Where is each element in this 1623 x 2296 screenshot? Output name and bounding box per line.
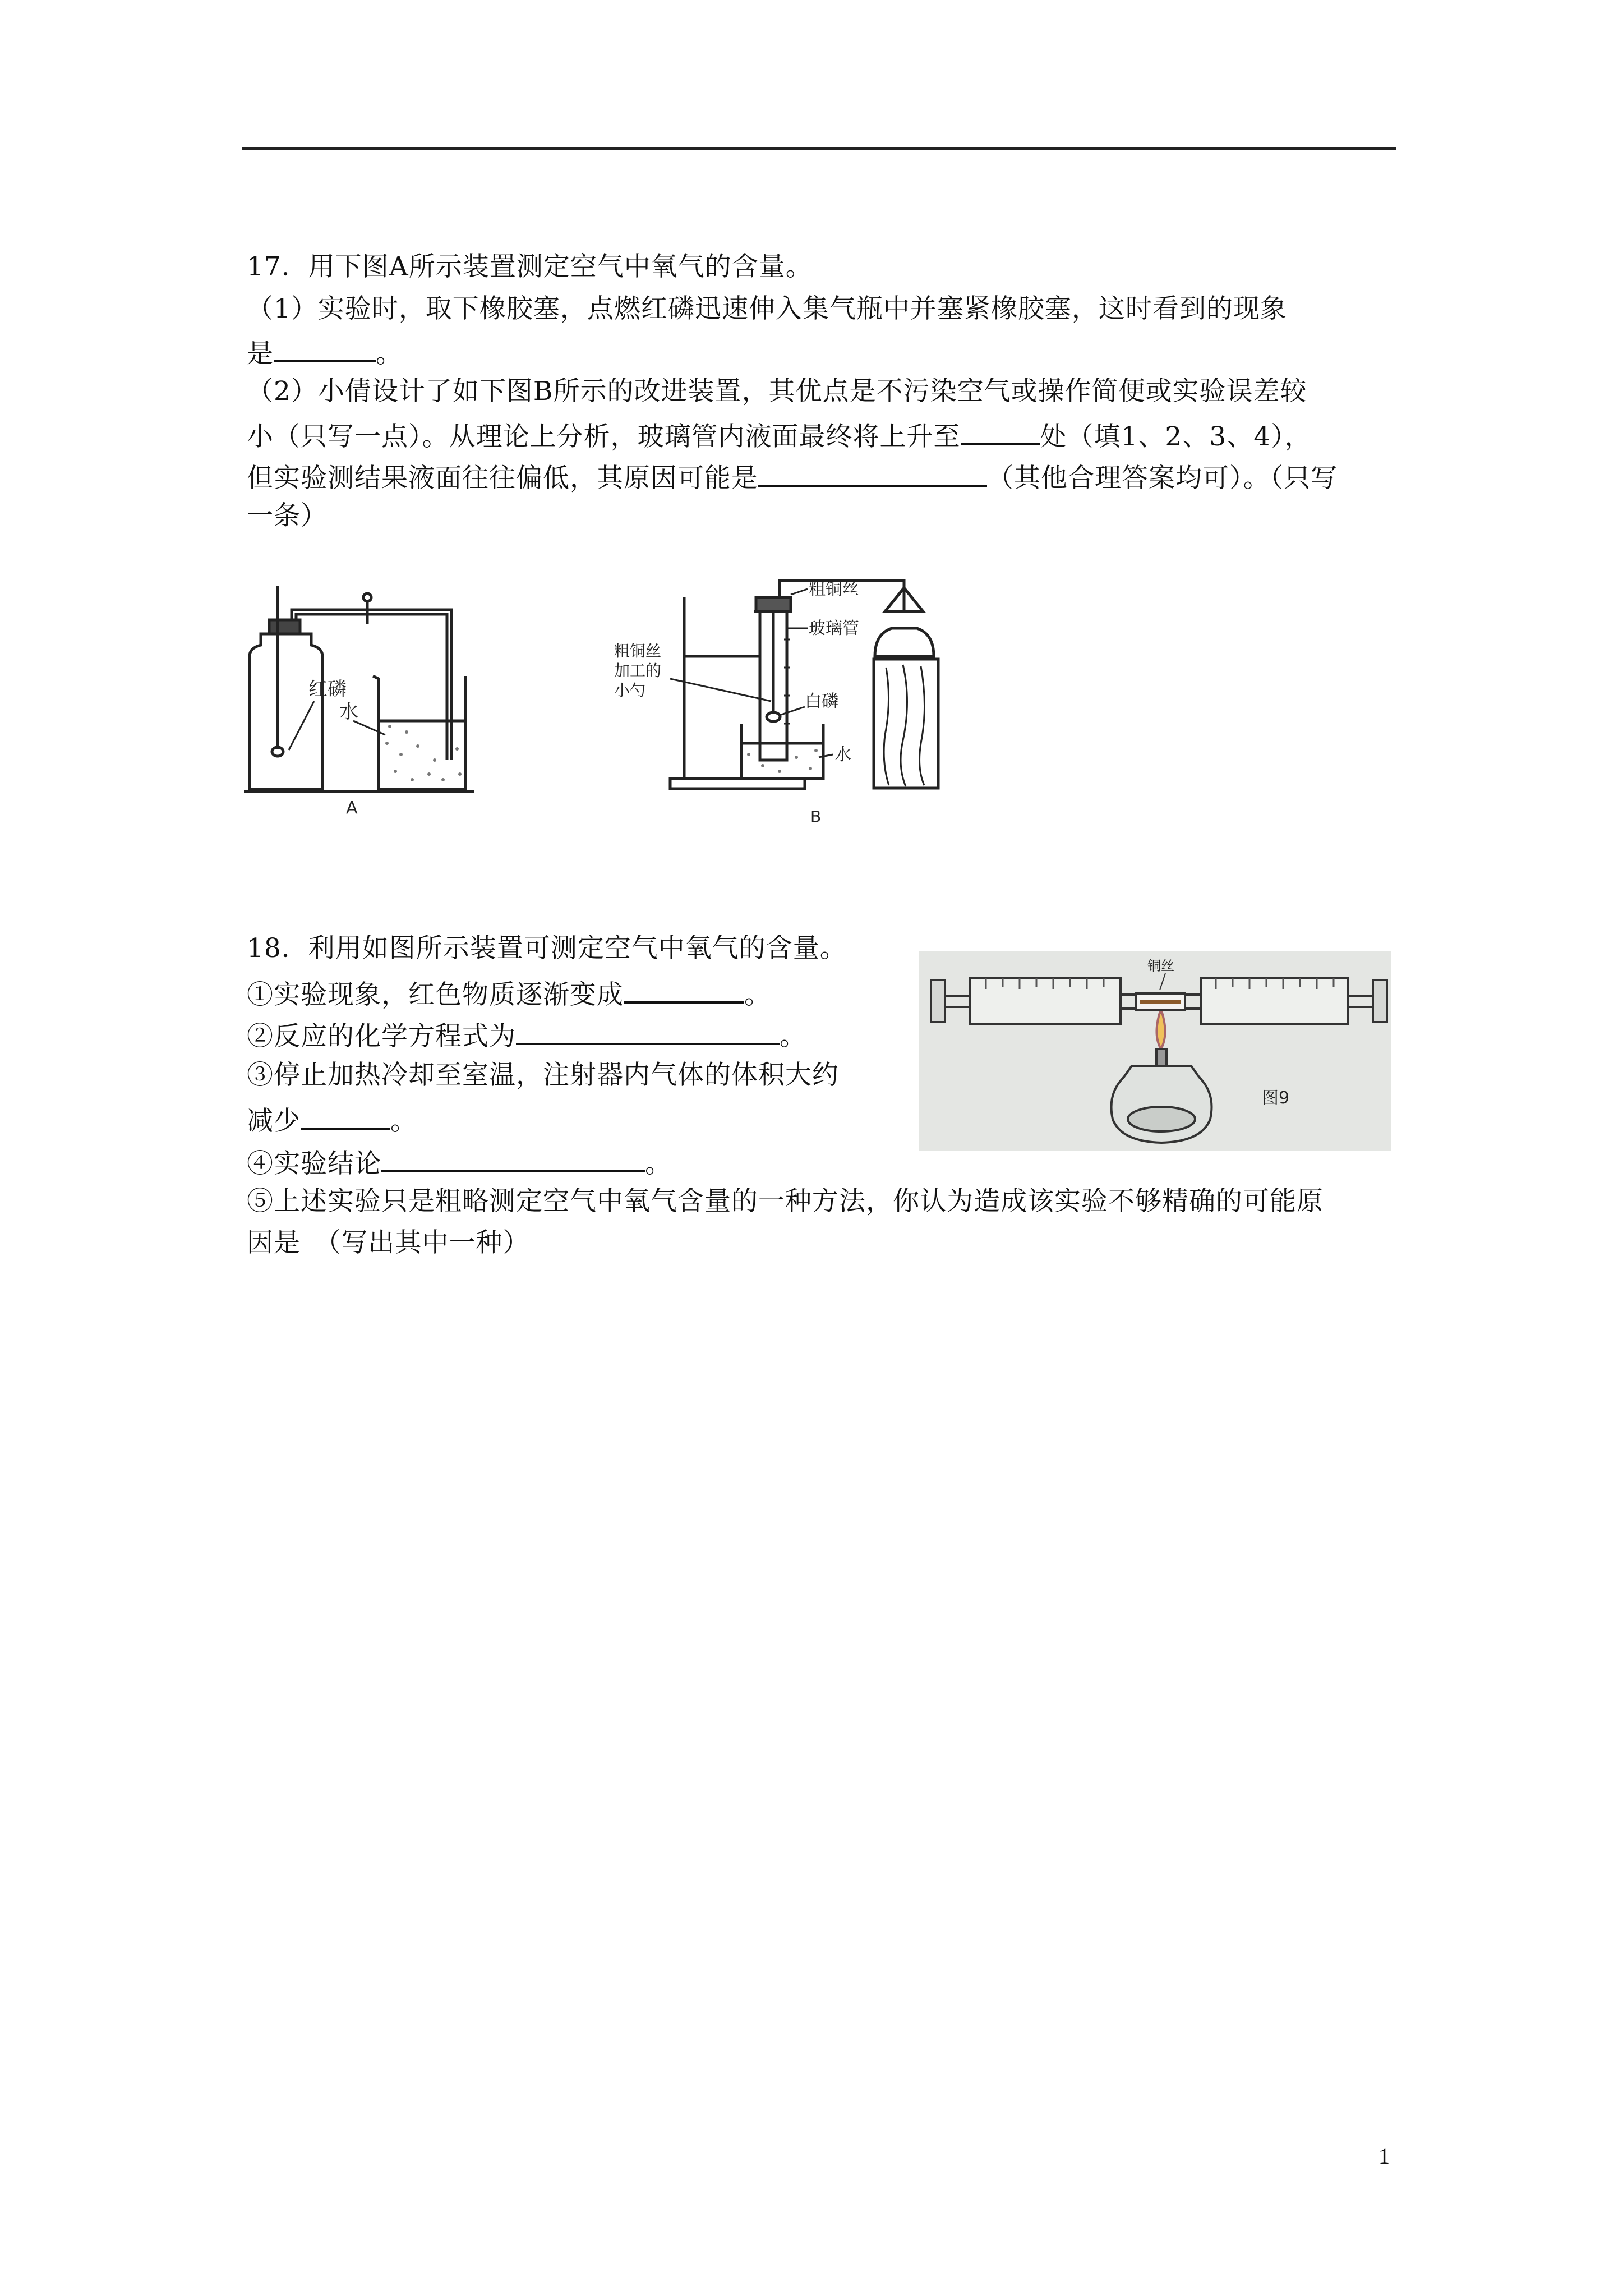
answer-blank[interactable]: [301, 1101, 390, 1130]
figure-b-label-white-phosphorus: 白磷: [805, 692, 838, 711]
figure-b-caption: B: [810, 807, 822, 826]
figure-b-label-water: 水: [834, 745, 851, 765]
figure-b-apparatus: [611, 572, 948, 830]
answer-blank[interactable]: [758, 458, 987, 487]
header-rule: [242, 147, 1396, 150]
q17-part2-line1: （2）小倩设计了如下图B所示的改进装置，其优点是不污染空气或操作简便或实验误差较: [247, 376, 1307, 407]
q17-part2-line4: 一条）: [247, 500, 328, 531]
q17-part2-line3: 但实验测结果液面往往偏低，其原因可能是 （其他合理答案均可）。（只写: [247, 458, 1338, 495]
answer-blank[interactable]: [381, 1143, 645, 1172]
figure-a-label-water: 水: [339, 701, 358, 723]
answer-blank[interactable]: [961, 416, 1040, 445]
q18-item5-line1: ⑤上述实验只是粗略测定空气中氧气含量的一种方法，你认为造成该实验不够精确的可能原: [247, 1186, 1324, 1217]
page-number: 1: [1378, 2143, 1390, 2169]
figure-9-label-copper-wire: 铜丝: [1147, 958, 1174, 974]
figure-b-label-glass-tube: 玻璃管: [809, 619, 859, 638]
q18-item3-line2: 减少 。: [247, 1101, 417, 1138]
figure-a-apparatus: [238, 581, 502, 816]
q17-part1-line2: 是 。: [247, 333, 403, 371]
figure-b-label-copper-wire: 粗铜丝: [809, 579, 859, 599]
answer-blank[interactable]: [274, 333, 376, 362]
figure-a-caption: A: [346, 798, 358, 816]
q17-part2-line2: 小（只写一点）。从理论上分析，玻璃管内液面最终将上升至 处（填1、2、3、4），: [247, 416, 1312, 454]
q18-item1: ①实验现象，红色物质逐渐变成 。: [247, 974, 771, 1012]
figure-b-label-spoon-line1: 粗铜丝: [614, 642, 662, 660]
figure-9-caption: 图9: [1262, 1088, 1290, 1108]
q18-item4: ④实验结论 。: [247, 1143, 672, 1181]
q18-item3-line1: ③停止加热冷却至室温，注射器内气体的体积大约: [247, 1060, 839, 1091]
q17-part1-line1: （1）实验时，取下橡胶塞，点燃红磷迅速伸入集气瓶中并塞紧橡胶塞，这时看到的现象: [247, 293, 1287, 324]
q18-item2: ②反应的化学方程式为 。: [247, 1016, 806, 1053]
figure-a-label-red-phosphorus: 红磷: [308, 678, 347, 701]
figure-b-label-spoon-line2: 加工的: [614, 661, 662, 680]
figure-b-label-spoon-line3: 小勺: [614, 681, 646, 700]
q17-title: 17．用下图A所示装置测定空气中氧气的含量。: [247, 251, 813, 282]
q18-title: 18．利用如图所示装置可测定空气中氧气的含量。: [247, 933, 847, 964]
q18-item5-line2: 因是 （写出其中一种）: [247, 1227, 530, 1258]
answer-blank[interactable]: [624, 974, 744, 1004]
figure-9-syringe-apparatus: [919, 951, 1391, 1151]
answer-blank[interactable]: [516, 1016, 780, 1045]
